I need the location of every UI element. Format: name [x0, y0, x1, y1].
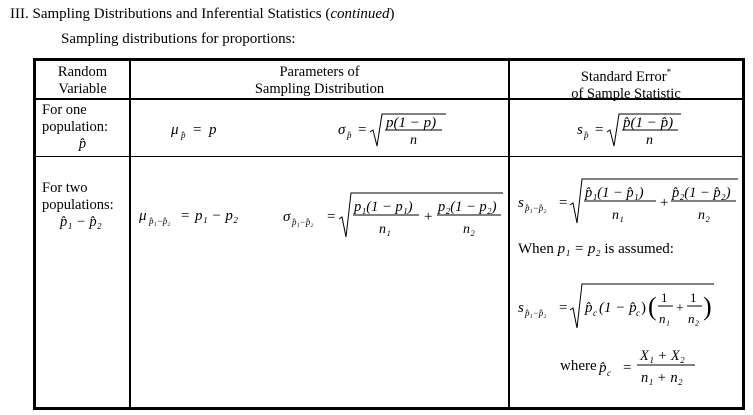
- svg-text:p̂: p̂: [585, 300, 593, 316]
- svg-text:p̂₁−p̂₂: p̂₁−p̂₂: [525, 308, 547, 318]
- svg-text:p̂₁−p̂₂: p̂₁−p̂₂: [525, 203, 547, 213]
- svg-text:s: s: [518, 195, 524, 211]
- row2-se-formula: [518, 175, 740, 227]
- row2-mean-formula: [139, 204, 264, 228]
- svg-text:p₁ − p₂: p₁ − p₂: [195, 208, 239, 224]
- svg-text:s: s: [577, 122, 583, 138]
- row2-pooled-se-formula: [518, 280, 718, 332]
- row2-label: For two populations:: [42, 180, 114, 213]
- svg-text:p₁(1 − p₁): p₁(1 − p₁): [354, 199, 413, 215]
- header-parameters: Parameters of Sampling Distribution: [254, 64, 385, 97]
- svg-text:s: s: [518, 300, 524, 316]
- section-subheading: Sampling distributions for proportions:: [61, 31, 296, 47]
- svg-text:=: =: [623, 360, 632, 376]
- svg-text:p̂₂(1 − p̂₂): p̂₂(1 − p̂₂): [672, 185, 731, 201]
- row2-pooled-p-formula: [599, 342, 711, 392]
- svg-text:): ): [641, 300, 646, 316]
- svg-text:p̂₁−p̂₂: p̂₁−p̂₂: [149, 216, 171, 226]
- svg-text:p̂₁(1 − p̂₁): p̂₁(1 − p̂₁): [585, 185, 644, 201]
- row1-variable: p̂: [78, 136, 87, 152]
- svg-text:n: n: [646, 133, 653, 148]
- row1-sd-formula: [338, 110, 458, 152]
- svg-text:1: 1: [661, 290, 668, 305]
- table-border-top: [33, 58, 745, 61]
- table-divider-col2: [508, 58, 510, 410]
- section-heading: III. Sampling Distributions and Inferential Statistics (continued): [10, 6, 395, 22]
- row1-mean-formula: [171, 118, 261, 142]
- svg-text:=: =: [358, 122, 367, 138]
- table-row-rule: [33, 156, 745, 157]
- svg-text:n₁ + n₂: n₁ + n₂: [641, 370, 683, 386]
- table-border-right: [742, 58, 745, 410]
- svg-text:c: c: [636, 308, 640, 318]
- svg-text:p̂(1 − p̂): p̂(1 − p̂): [623, 115, 674, 131]
- svg-text:(1 − p̂: (1 − p̂: [599, 300, 637, 316]
- svg-text:n₁: n₁: [659, 311, 671, 326]
- svg-text:σ: σ: [338, 122, 346, 138]
- svg-text:=: =: [559, 195, 568, 211]
- svg-text:p̂: p̂: [347, 130, 352, 140]
- svg-text:1: 1: [690, 290, 697, 305]
- svg-text:μ: μ: [171, 122, 179, 138]
- svg-text:X₁ + X₂: X₁ + X₂: [640, 348, 685, 364]
- row2-assumption: When p₁ = p₂ is assumed:: [518, 241, 674, 257]
- svg-text:=: =: [559, 300, 568, 316]
- svg-text:p̂: p̂: [181, 130, 186, 140]
- svg-text:n₁: n₁: [612, 208, 624, 223]
- svg-text:=: =: [327, 209, 336, 225]
- svg-text:+: +: [660, 195, 669, 211]
- svg-text:(: (: [648, 292, 657, 321]
- header-standard-error: Standard Error* of Sample Statistic: [571, 67, 681, 102]
- svg-text:p̂₁−p̂₂: p̂₁−p̂₂: [292, 217, 314, 227]
- svg-text:): ): [703, 292, 712, 321]
- svg-text:+: +: [424, 209, 433, 225]
- svg-text:n: n: [410, 133, 417, 148]
- table-border-left: [33, 58, 36, 410]
- header-random-variable: Random Variable: [57, 64, 108, 97]
- table-border-bottom: [33, 407, 745, 410]
- svg-text:+: +: [676, 301, 684, 316]
- svg-text:p₂(1 − p₂): p₂(1 − p₂): [438, 199, 497, 215]
- svg-text:σ: σ: [283, 209, 291, 225]
- row1-label: For one population:: [42, 102, 109, 135]
- svg-text:=: =: [193, 122, 202, 138]
- row2-sd-formula: [283, 189, 505, 241]
- svg-text:p: p: [209, 122, 217, 138]
- row1-se-formula: [577, 110, 687, 152]
- svg-text:=: =: [181, 208, 190, 224]
- svg-text:c: c: [593, 308, 597, 318]
- svg-text:μ: μ: [139, 208, 147, 224]
- table-divider-col1: [129, 58, 131, 410]
- svg-text:n₂: n₂: [688, 311, 700, 326]
- svg-text:n₂: n₂: [463, 222, 475, 237]
- svg-text:p̂: p̂: [584, 130, 589, 140]
- svg-text:p(1 − p): p(1 − p): [386, 115, 437, 131]
- where-label: where: [560, 358, 597, 374]
- svg-text:c: c: [607, 368, 611, 378]
- svg-text:n₁: n₁: [379, 222, 391, 237]
- svg-text:=: =: [595, 122, 604, 138]
- formula-table: [33, 58, 745, 410]
- svg-text:p̂: p̂: [599, 360, 607, 376]
- row2-variable: p̂₁ − p̂₂: [60, 214, 102, 230]
- svg-text:n₂: n₂: [698, 208, 710, 223]
